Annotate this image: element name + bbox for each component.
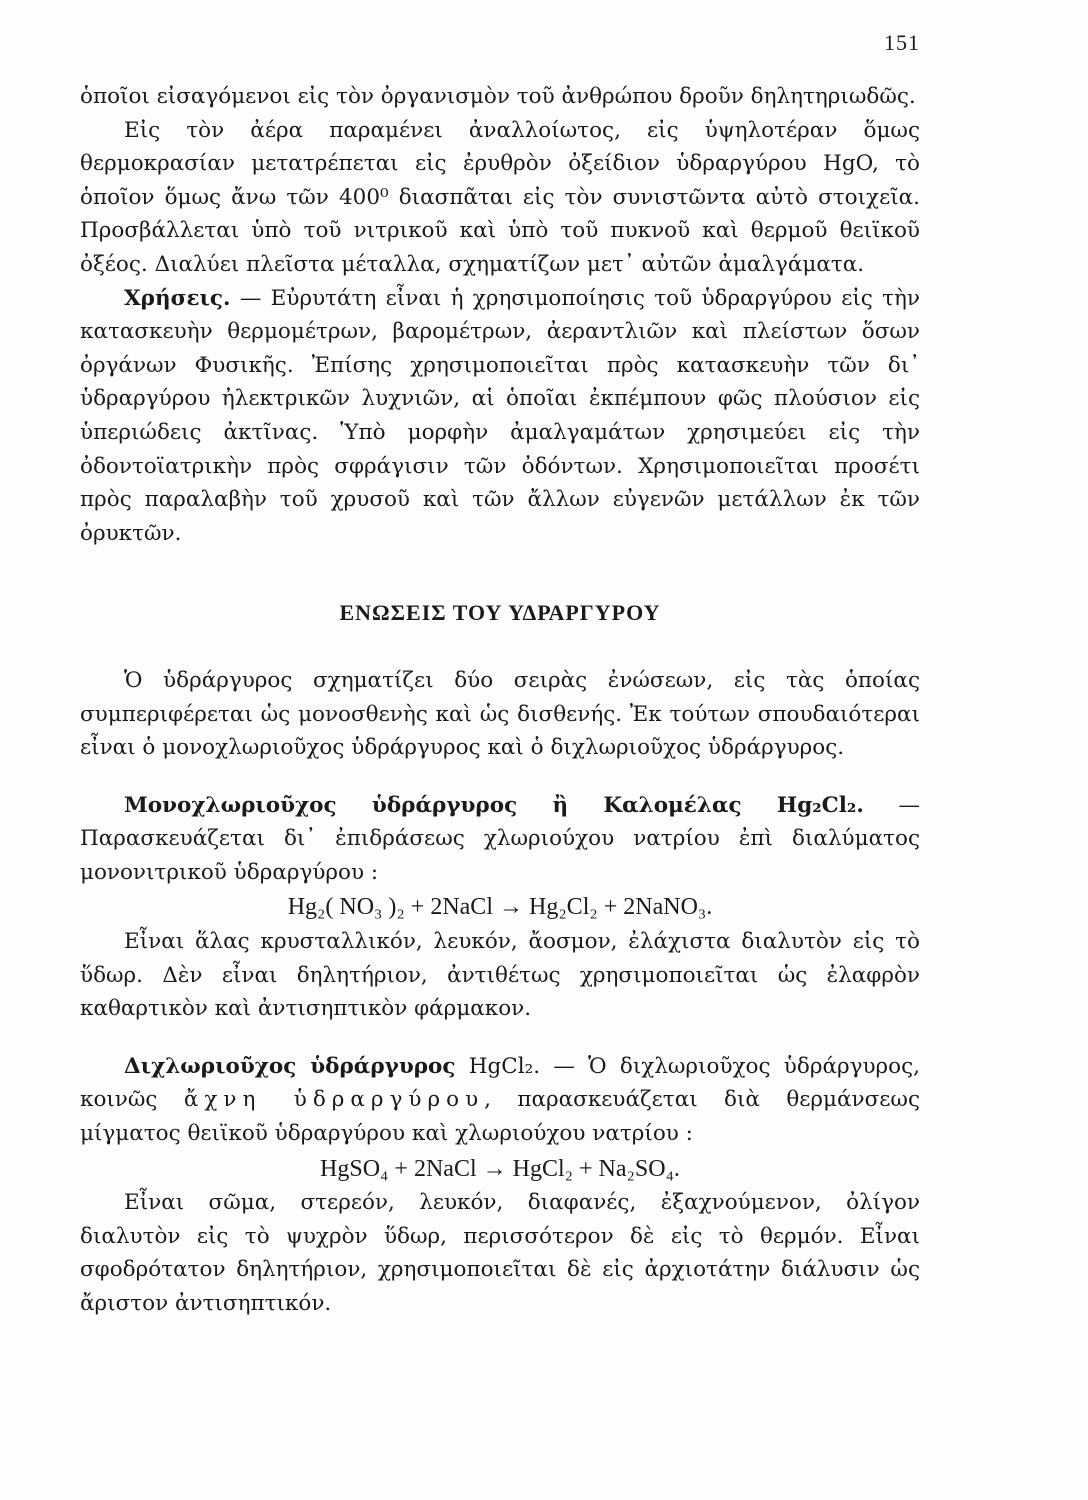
paragraph-sublimate (80, 1050, 920, 1151)
paragraph-intro: Ὁ ὑδράργυρος σχηματίζει δύο σειρὰς ἐνώσεων, εἰς τὰς ὁποίας συμπεριφέρεται ὡς μονοσθενὴς καὶ ὡς δισθενής. Ἐκ τούτων σπουδαιότεραι εἶναι ὁ μονοχλωριοῦχος ὑδράργυρος καὶ ὁ διχλωριοῦχος ὑδράργυρος. (80, 667, 920, 761)
calomel-equation: Hg₂( NO₃ )₂ + 2NaCl → Hg₂Cl₂ + 2NaNO₃. (287, 894, 713, 921)
sublimate-equation: HgSO₄ + 2NaCl → HgCl₂ + Na₂SO₄. (320, 1155, 680, 1182)
paragraph-uses (80, 282, 920, 551)
page-number: 151 (884, 30, 920, 55)
paragraph-calomel (80, 789, 920, 890)
sublimate-title: Διχλωριοῦχος ὑδράργυρος (124, 1053, 456, 1079)
sublimate-formula: HgCl₂. (455, 1053, 541, 1079)
section-heading: ΕΝΩΣΕΙΣ ΤΟΥ ΥΔΡΑΡΓΥΡΟΥ (339, 600, 661, 626)
paragraph-continuation: ὁποῖοι εἰσαγόμενοι εἰς τὸν ὀργανισμὸν τοῦ ἀνθρώπου δροῦν δηλητηριωδῶς. (80, 84, 916, 109)
uses-title: Χρήσεις. (124, 285, 231, 311)
calomel-text: — Παρασκευάζεται δι᾽ ἐπιδράσεως χλωριούχου νατρίου ἐπὶ διαλύματος μονονιτρικοῦ ὑδραργύρου : (80, 792, 920, 885)
uses-text: — Εὐρυτάτη εἶναι ἡ χρησιμοποίησις τοῦ ὑδραργύρου εἰς τὴν κατασκευὴν θερμομέτρων, βαρομέτρων, ἀεραντλιῶν καὶ πλείστων ὅσων ὀργάνων Φυσικῆς. Ἐπίσης χρησιμοποιεῖται πρὸς κατασκευὴν τῶν δι᾽ ὑδραργύρου ἠλεκτρικῶν λυχνιῶν, αἱ ὁποῖαι ἐκπέμπουν φῶς πλούσιον εἰς ὑπεριώδεις ἀκτῖνας. Ὑπὸ μορφὴν ἀμαλγαμάτων χρησιμεύει εἰς τὴν ὀδοντοϊατρικὴν πρὸς σφράγισιν τῶν ὀδόντων. Χρησιμοποιεῖται προσέτι πρὸς παραλαβὴν τοῦ χρυσοῦ καὶ τῶν ἄλλων εὐγενῶν μετάλλων ἐκ τῶν ὀρυκτῶν. (80, 285, 920, 546)
sublimate-properties: Εἶναι σῶμα, στερεόν, λευκόν, διαφανές, ἐξαχνούμενον, ὀλίγον διαλυτὸν εἰς τὸ ψυχρὸν ὕδωρ, περισσότερον δὲ εἰς τὸ θερμόν. Εἶναι σφοδρότατον δηλητήριον, χρησιμοποιεῖται δὲ εἰς ἀρχιοτάτην διάλυσιν ὡς ἄριστον ἀντισηπτικόν. (80, 1190, 920, 1316)
page-body (80, 80, 920, 1321)
calomel-title: Μονοχλωριοῦχος ὑδράργυρος ἢ Καλομέλας Hg₂Cl₂. (124, 792, 864, 818)
paragraph-properties: Εἰς τὸν ἀέρα παραμένει ἀναλλοίωτος, εἰς ὑψηλοτέραν ὅμως θερμοκρασίαν μετατρέπεται εἰς ἐρυθρὸν ὀξείδιον ὑδραργύρου HgO, τὸ ὁποῖον ὅμως ἄνω τῶν 400⁰ διασπᾶται εἰς τὸν συνιστῶντα αὐτὸ στοιχεῖα. Προσβάλλεται ὑπὸ τοῦ νιτρικοῦ καὶ ὑπὸ τοῦ πυκνοῦ καὶ θερμοῦ θειϊκοῦ ὀξέος. Διαλύει πλεῖστα μέταλλα, σχηματίζων μετ᾽ αὐτῶν ἀμαλγάματα. (80, 117, 920, 277)
calomel-properties: Εἶναι ἅλας κρυσταλλικόν, λευκόν, ἄοσμον, ἐλάχιστα διαλυτὸν εἰς τὸ ὕδωρ. Δὲν εἶναι δηλητήριον, ἀντιθέτως χρησιμοποιεῖται ὡς ἐλαφρὸν καθαρτικὸν καὶ ἀντισηπτικὸν φάρμακον. (80, 929, 920, 1022)
sublimate-text-b: , παρασκευάζεται διὰ θερμάνσεως μίγματος θειϊκοῦ ὑδραργύρου καὶ χλωριούχου νατρίου : (80, 1087, 921, 1147)
sublimate-text-a: — Ὁ διχλωριοῦχος ὑδράργυρος, κοινῶς (80, 1053, 920, 1113)
sublimate-common-name: ἄχνη ὑδραργύρου (183, 1087, 485, 1113)
